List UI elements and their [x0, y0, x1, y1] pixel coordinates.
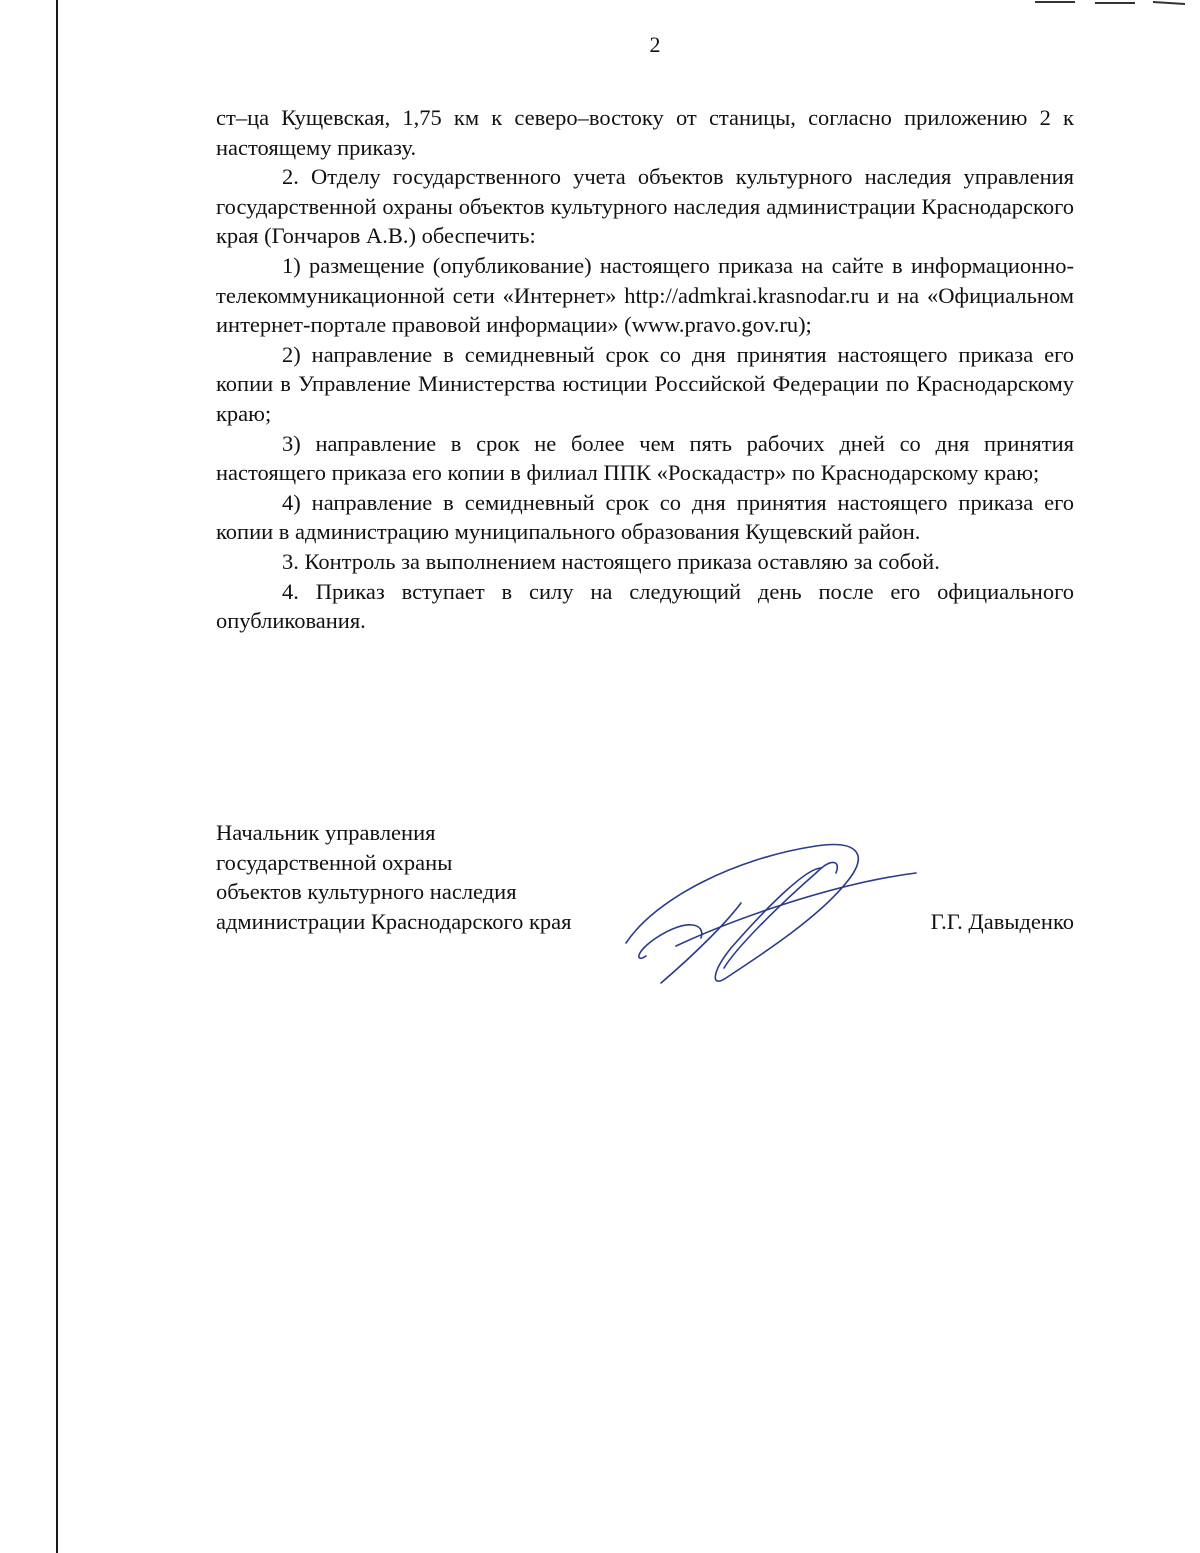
handwritten-signature	[616, 828, 926, 988]
paragraph-subitem-2: 2) направление в семидневный срок со дня принятия настоящего приказа его копии в Управление Министерства юстиции Российской Федерации по Краснодарскому краю;	[216, 341, 1074, 426]
signatory-position	[216, 818, 572, 936]
paragraph-item-2: 2. Отделу государственного учета объектов культурного наследия управления государственной охраны объектов культурного наследия администрации Краснодарского края (Гончаров А.В.) обеспечить:	[216, 164, 1074, 249]
document-body	[216, 103, 1074, 636]
signatory-position-line: объектов культурного наследия	[216, 879, 517, 905]
page-number: 2	[649, 32, 661, 57]
scan-left-edge	[56, 0, 58, 1553]
signatory-position-line: администрации Краснодарского края	[216, 908, 572, 934]
signatory-position-line: Начальник управления	[216, 820, 436, 845]
paragraph-subitem-3: 3) направление в срок не более чем пять рабочих дней со дня принятия настоящего приказа его копии в филиал ППК «Роскадастр» по Краснодарскому краю;	[216, 430, 1074, 486]
paragraph-continuation: ст–ца Кущевская, 1,75 км к северо–востоку от станицы, согласно приложению 2 к настоящему приказу.	[216, 105, 1074, 160]
paragraph-item-3: 3. Контроль за выполнением настоящего приказа оставляю за собой.	[282, 548, 940, 574]
signatory-name: Г.Г. Давыденко	[930, 909, 1074, 934]
paragraph-subitem-4: 4) направление в семидневный срок со дня принятия настоящего приказа его копии в администрацию муниципального образования Кущевский район.	[216, 489, 1074, 545]
paragraph-subitem-1: 1) размещение (опубликование) настоящего приказа на сайте в информационно-телекоммуникационной сети «Интернет» http://admkrai.krasnodar.ru и на «Официальном интернет-портале правовой информации» (www.pravo.gov.ru);	[216, 252, 1074, 338]
paragraph-item-4: 4. Приказ вступает в силу на следующий день после его официального опубликования.	[216, 578, 1074, 634]
signature-block	[216, 818, 1074, 1018]
signatory-position-line: государственной охраны	[216, 849, 453, 875]
scan-top-mark	[1035, 0, 1185, 8]
